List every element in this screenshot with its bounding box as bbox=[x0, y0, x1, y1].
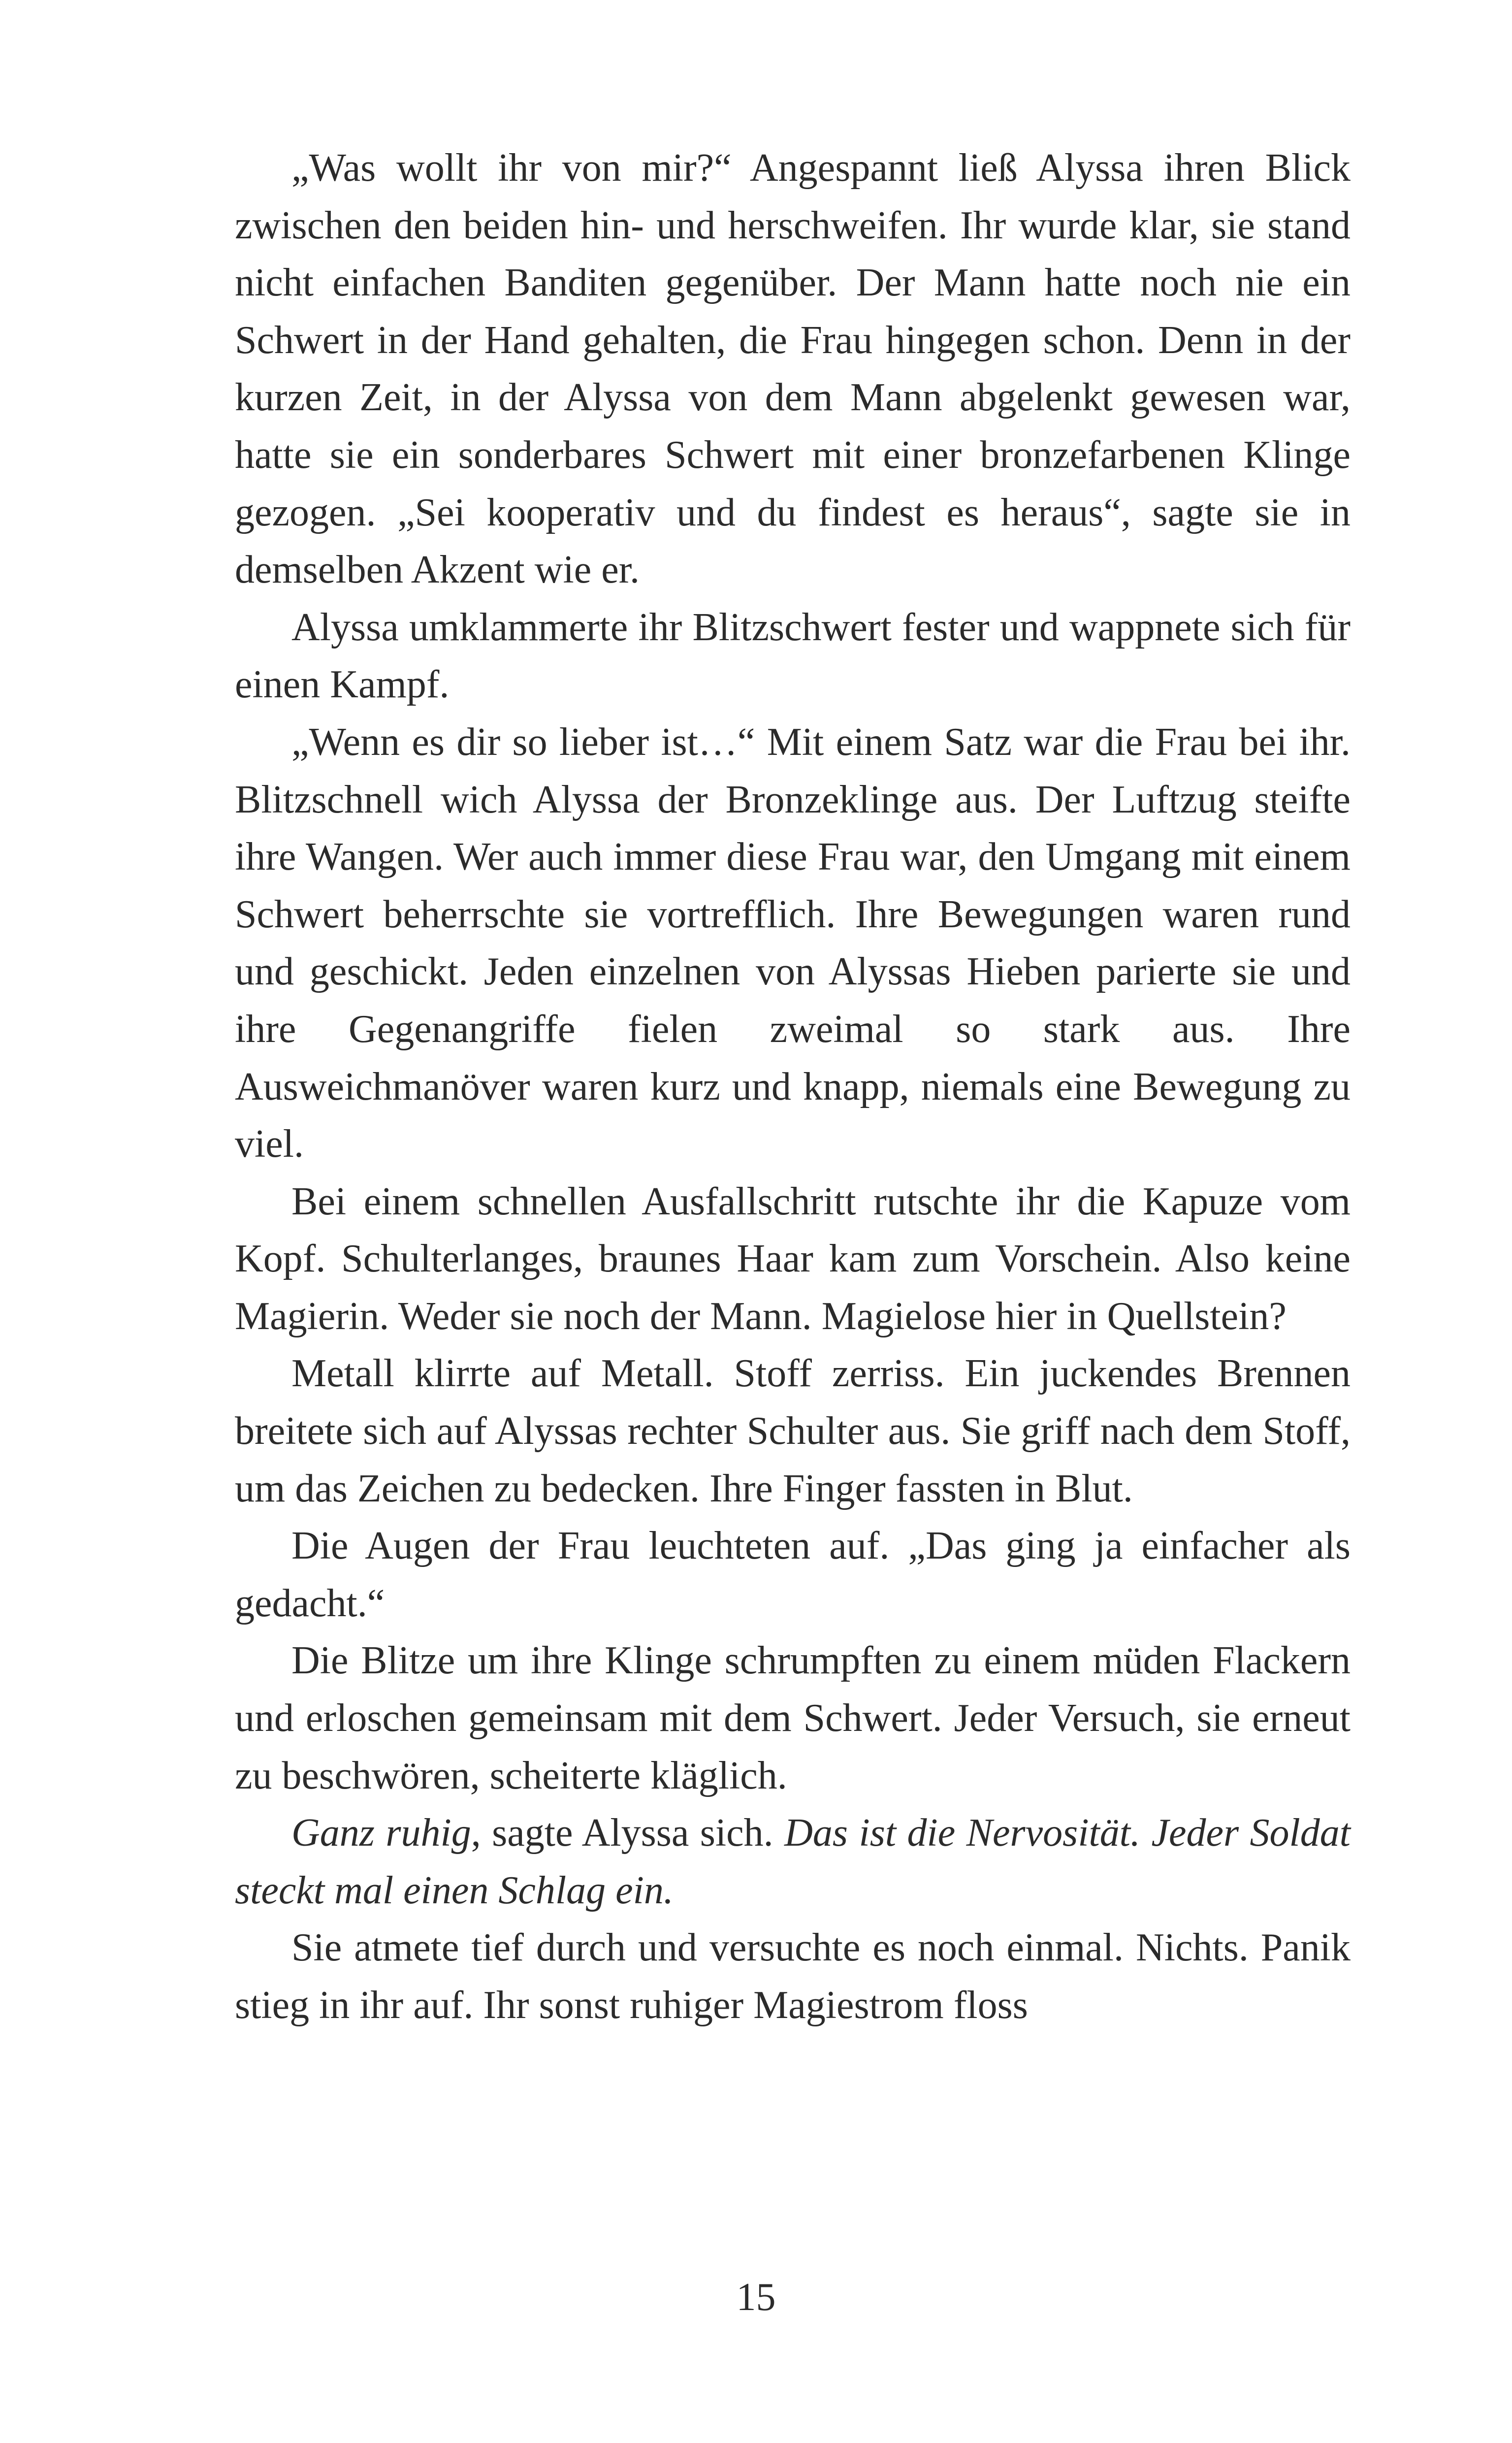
paragraph-3-text: „Wenn es dir so lieber ist…“ Mit einem Satz war die Frau bei ihr. Blitzschnell wich Alyssa der Bronzeklinge aus. Der Luftzug steifte ihre Wangen. Wer auch immer diese Frau war, den Umgang mit einem Schwert beherrschte sie vortrefflich. Ihre Bewegungen waren rund und geschickt. Jeden einzelnen von Alyssas Hieben parierte sie und ihre Gegenangriffe fielen zweimal so stark aus. Ihre Ausweichmanöver waren kurz und knapp, niemals eine Bewegung zu viel. bbox=[235, 720, 1351, 1166]
inner-thought-italic: Das ist die Nervosität. Jeder Soldat steckt mal einen Schlag ein. bbox=[235, 1811, 1351, 1912]
paragraph-3 bbox=[235, 714, 1351, 1173]
paragraph-1 bbox=[235, 139, 1351, 599]
inner-thought-italic: Ganz ruhig bbox=[291, 1811, 471, 1855]
paragraph-2 bbox=[235, 599, 1351, 714]
paragraph-4-text: Bei einem schnellen Ausfallschritt rutschte ihr die Kapuze vom Kopf. Schulterlanges, braunes Haar kam zum Vorschein. Also keine Magierin. Weder sie noch der Mann. Magielose hier in Quellstein? bbox=[235, 1179, 1351, 1338]
paragraph-7-text: Die Blitze um ihre Klinge schrumpften zu einem müden Flackern und erloschen gemeinsam mit dem Schwert. Jeder Versuch, sie erneut zu beschwören, scheiterte kläglich. bbox=[235, 1639, 1351, 1797]
paragraph-9 bbox=[235, 1919, 1351, 2034]
paragraph-2-text: Alyssa umklammerte ihr Blitzschwert fester und wappnete sich für einen Kampf. bbox=[235, 605, 1351, 707]
paragraph-5-text: Metall klirrte auf Metall. Stoff zerriss. Ein juckendes Brennen breitete sich auf Alyssas rechter Schulter aus. Sie griff nach dem Stoff, um das Zeichen zu bedecken. Ihre Finger fassten in Blut. bbox=[235, 1352, 1351, 1510]
page-number: 15 bbox=[736, 2276, 776, 2319]
paragraph-6 bbox=[235, 1517, 1351, 1632]
paragraph-5 bbox=[235, 1345, 1351, 1517]
paragraph-1-text: „Was wollt ihr von mir?“ Angespannt ließ Alyssa ihren Blick zwischen den beiden hin- und herschweifen. Ihr wurde klar, sie stand nicht einfachen Banditen gegenüber. Der Mann hatte noch nie ein Schwert in der Hand gehalten, die Frau hingegen schon. Denn in der kurzen Zeit, in der Alyssa von dem Mann abgelenkt gewesen war, hatte sie ein sonderbares Schwert mit einer bronzefarbenen Klinge gezogen. „Sei kooperativ und du findest es heraus“, sagte sie in demselben Akzent wie er. bbox=[235, 146, 1351, 592]
paragraph-9-text: Sie atmete tief durch und versuchte es noch einmal. Nichts. Panik stieg in ihr auf. Ihr sonst ruhiger Magiestrom floss bbox=[235, 1926, 1351, 2027]
paragraph-8 bbox=[235, 1804, 1351, 1919]
paragraph-7 bbox=[235, 1632, 1351, 1804]
paragraph-6-text: Die Augen der Frau leuchteten auf. „Das ging ja einfacher als gedacht.“ bbox=[235, 1524, 1351, 1625]
paragraph-4 bbox=[235, 1173, 1351, 1345]
body-text bbox=[235, 139, 1351, 2034]
paragraph-8-text: , sagte Alyssa sich. bbox=[471, 1811, 785, 1855]
